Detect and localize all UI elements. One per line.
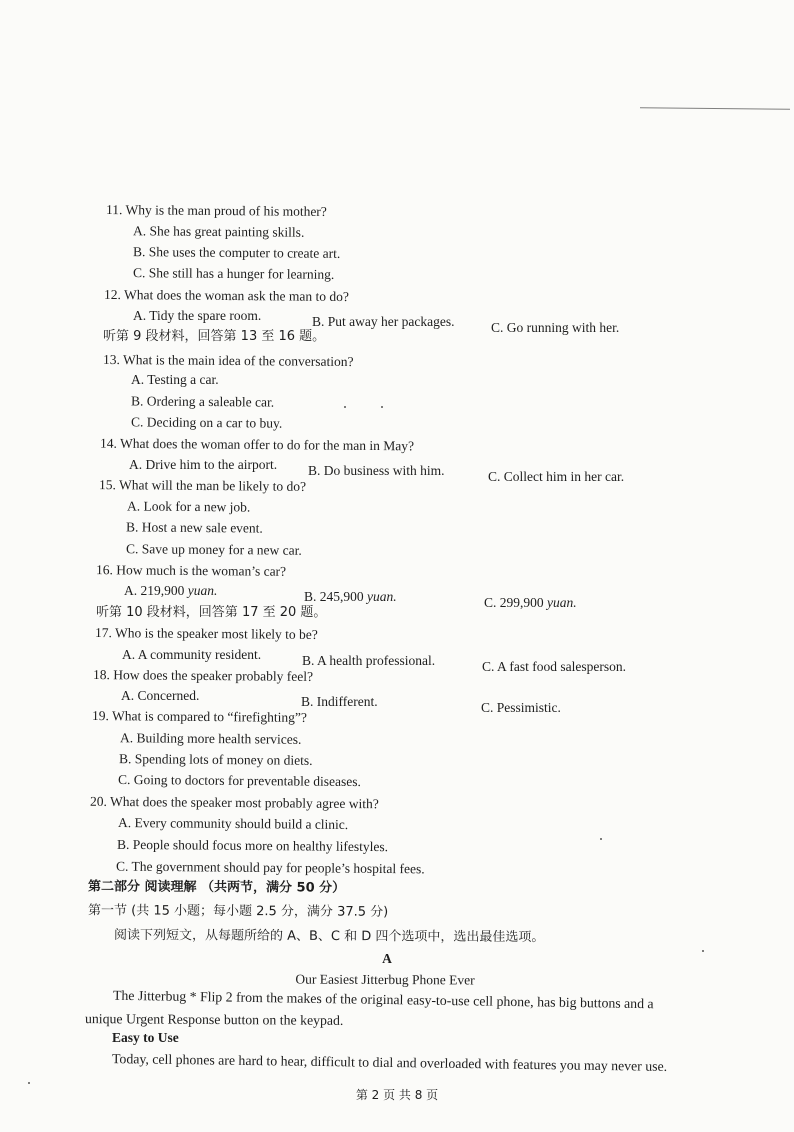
q20-option-a: A. Every community should build a clinic.	[117, 814, 349, 833]
passage-para2: Today, cell phones are hard to hear, difficult to dial and overloaded with features you may never use.	[111, 1051, 668, 1074]
q16-option-c	[484, 595, 577, 611]
q16-option-b	[304, 589, 397, 605]
q19-option-c: C. Going to doctors for preventable diseases.	[117, 771, 362, 790]
q18-stem: 18. How does the speaker probably feel?	[92, 667, 314, 684]
q20-option-c: C. The government should pay for people’s hospital fees.	[115, 858, 425, 877]
q16-option-a	[124, 583, 217, 599]
q11-option-a: A. She has great painting skills.	[132, 223, 305, 240]
q15-option-a: A. Look for a new job.	[126, 498, 251, 515]
q17-stem: 17. Who is the speaker most likely to be?	[94, 625, 318, 642]
q14-stem: 14. What does the woman offer to do for the man in May?	[99, 435, 415, 454]
q13-stem: 13. What is the main idea of the conversation?	[102, 351, 354, 370]
scan-speck	[28, 1082, 30, 1084]
scan-speck	[381, 406, 383, 408]
q12-option-a: A. Tidy the spare room.	[133, 308, 262, 323]
q19-option-a: A. Building more health services.	[119, 730, 302, 747]
scan-speck	[702, 950, 704, 952]
q15-stem: 15. What will the man be likely to do?	[98, 477, 307, 494]
q18-option-b: B. Indifferent.	[301, 694, 378, 709]
passage-subheading: Easy to Use	[112, 1030, 179, 1045]
q14-option-b: B. Do business with him.	[308, 463, 445, 478]
q11-option-c: C. She still has a hunger for learning.	[132, 265, 335, 282]
q11-option-b: B. She uses the computer to create art.	[132, 244, 341, 261]
scan-speck	[600, 838, 602, 840]
q16-option-b-amount: B. 245,900	[304, 589, 364, 604]
q12-option-b: B. Put away her packages.	[312, 314, 455, 329]
passage-letter: A	[382, 951, 392, 966]
q17-option-b: B. A health professional.	[302, 653, 436, 668]
q19-stem: 19. What is compared to “firefighting”?	[91, 708, 308, 725]
q14-option-a: A. Drive him to the airport.	[129, 457, 278, 472]
passage-title: Our Easiest Jitterbug Phone Ever	[295, 971, 475, 988]
q16-option-a-unit: yuan.	[187, 583, 218, 598]
q18-option-a: A. Concerned.	[121, 688, 200, 703]
q17-option-c: C. A fast food salesperson.	[482, 659, 626, 674]
q15-option-c: C. Save up money for a new car.	[125, 541, 302, 558]
q17-option-a: A. A community resident.	[122, 647, 262, 662]
q14-option-c: C. Collect him in her car.	[488, 469, 625, 484]
passage9-instruction: 听第 9 段材料，回答第 13 至 16 题。	[103, 329, 326, 344]
q16-option-a-amount: A. 219,900	[124, 583, 185, 598]
q13-option-c: C. Deciding on a car to buy.	[130, 414, 283, 431]
scan-artifact-line	[640, 107, 790, 110]
reading-section-title: 第一节 (共 15 小题；每小题 2.5 分，满分 37.5 分)	[87, 903, 389, 920]
q16-option-c-amount: C. 299,900	[484, 595, 544, 610]
q18-option-c: C. Pessimistic.	[481, 700, 561, 715]
q16-stem: 16. How much is the woman’s car?	[95, 562, 287, 579]
q16-option-b-unit: yuan.	[367, 589, 397, 604]
q19-option-b: B. Spending lots of money on diets.	[118, 751, 313, 768]
reading-instruction: 阅读下列短文，从每题所给的 A、B、C 和 D 四个选项中，选出最佳选项。	[113, 927, 545, 946]
reading-part-title: 第二部分 阅读理解 （共两节，满分 50 分）	[87, 879, 346, 896]
q11-stem: 11. Why is the man proud of his mother?	[105, 202, 327, 219]
q12-stem: 12. What does the woman ask the man to do?	[103, 286, 350, 305]
q13-option-a: A. Testing a car.	[131, 372, 219, 387]
q12-option-c: C. Go running with her.	[491, 320, 620, 335]
q20-stem: 20. What does the speaker most probably agree with?	[89, 793, 379, 812]
passage-para1-line1: The Jitterbug * Flip 2 from the makes of the original easy-to-use cell phone, has big buttons and a	[112, 987, 654, 1012]
q13-option-b: B. Ordering a saleable car.	[130, 393, 275, 410]
passage10-instruction: 听第 10 段材料，回答第 17 至 20 题。	[96, 605, 327, 620]
q20-option-b: B. People should focus more on healthy lifestyles.	[116, 836, 389, 855]
scan-speck	[344, 406, 346, 408]
page-footer: 第 2 页 共 8 页	[355, 1088, 439, 1102]
q16-option-c-unit: yuan.	[547, 595, 577, 610]
passage-para1-line2: unique Urgent Response button on the keypad.	[84, 1011, 344, 1028]
q15-option-b: B. Host a new sale event.	[125, 519, 263, 536]
